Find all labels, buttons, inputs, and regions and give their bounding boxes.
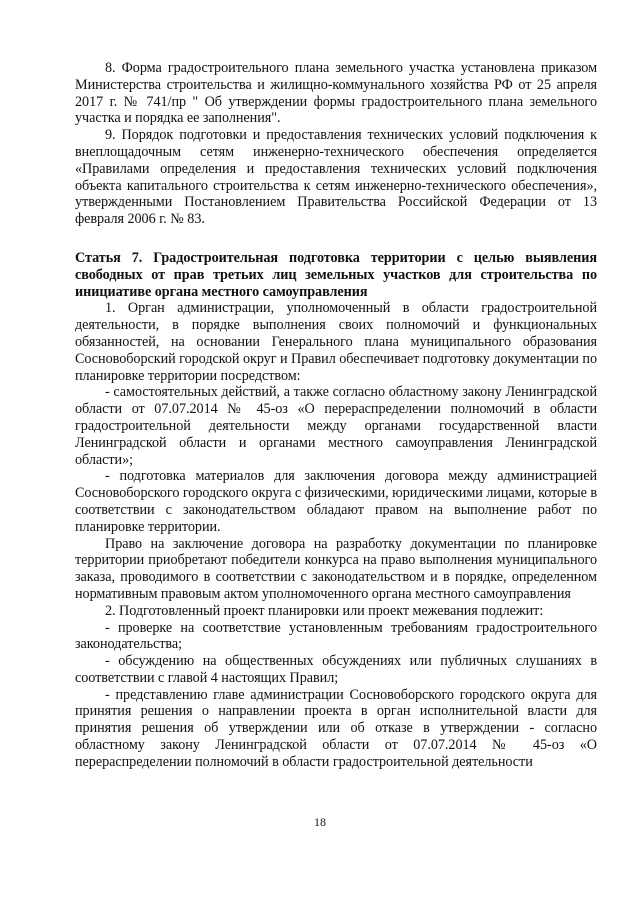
list-item-check: - проверке на соответствие установленным требованиям градостроительного законодательства; xyxy=(75,619,597,653)
list-item-contract-materials: - подготовка материалов для заключения договора между администрацией Сосновоборского городского округа с физическими, юридическими лицами, которые в соответствии с законодательством обладают правом на выполнение работ по планировке территории. xyxy=(75,468,598,535)
list-item-submission: - представлению главе администрации Сосновоборского городского округа для принятия решения о направлении проекта в орган исполнительной власти для принятия решения об утверждении или об отказе в утверждении - согласно областному закону Ленинградской области от 07.07.2014 № 45-оз «О перераспределении полномочий в области градостроительной деятельности xyxy=(75,686,597,770)
list-item-discussion: - обсуждению на общественных обсуждениях или публичных слушаниях в соответствии с главой 4 настоящих Правил; xyxy=(75,653,597,686)
article-7-heading: Статья 7. Градостроительная подготовка территории с целью выявления свободных от прав третьих лиц земельных участков для строительства по инициативе органа местного самоуправления xyxy=(75,249,597,300)
paragraph-contract-right: Право на заключение договора на разработку документации по планировке территории приобретают победители конкурса на право выполнения муниципального заказа, проводимого в соответствии с законодательством и в порядке, определенном нормативным правовым актом уполномоченного органа местного самоуправления xyxy=(75,535,597,602)
paragraph-article7-1: 1. Орган администрации, уполномоченный в области градостроительной деятельности, в порядке выполнения своих полномочий и функциональных обязанностей, на основании Генерального плана муниципального образования Сосновоборский городской округ и Правил обеспечивает подготовку документации по планировке территории посредством: xyxy=(75,300,597,384)
paragraph-article7-2: 2. Подготовленный проект планировки или проект межевания подлежит: xyxy=(105,602,544,619)
document-page xyxy=(75,60,597,771)
paragraph-9: 9. Порядок подготовки и предоставления технических условий подключения к внеплощадочным сетям инженерно-технического обеспечения определяется «Правилами определения и предоставления технических условий подключения объекта капитального строительства к сетям инженерно-технического обеспечения», утвержденными Постановлением Правительства Российской Федерации от 13 февраля 2006 г. № 83. xyxy=(75,127,597,228)
paragraph-8: 8. Форма градостроительного плана земельного участка установлена приказом Министерства строительства и жилищно-коммунального хозяйства РФ от 25 апреля 2017 г. № 741/пр " Об утверждении формы градостроительного плана земельного участка и порядка ее заполнения". xyxy=(75,60,597,127)
page-number: 18 xyxy=(314,815,326,829)
list-item-independent-actions: - самостоятельных действий, а также согласно областному закону Ленинградской области от 07.07.2014 № 45-оз «О перераспределении полномочий в области градостроительной деятельности между органами государственной власти Ленинградской области и органами местного самоуправления Ленинградской области»; xyxy=(75,384,597,468)
